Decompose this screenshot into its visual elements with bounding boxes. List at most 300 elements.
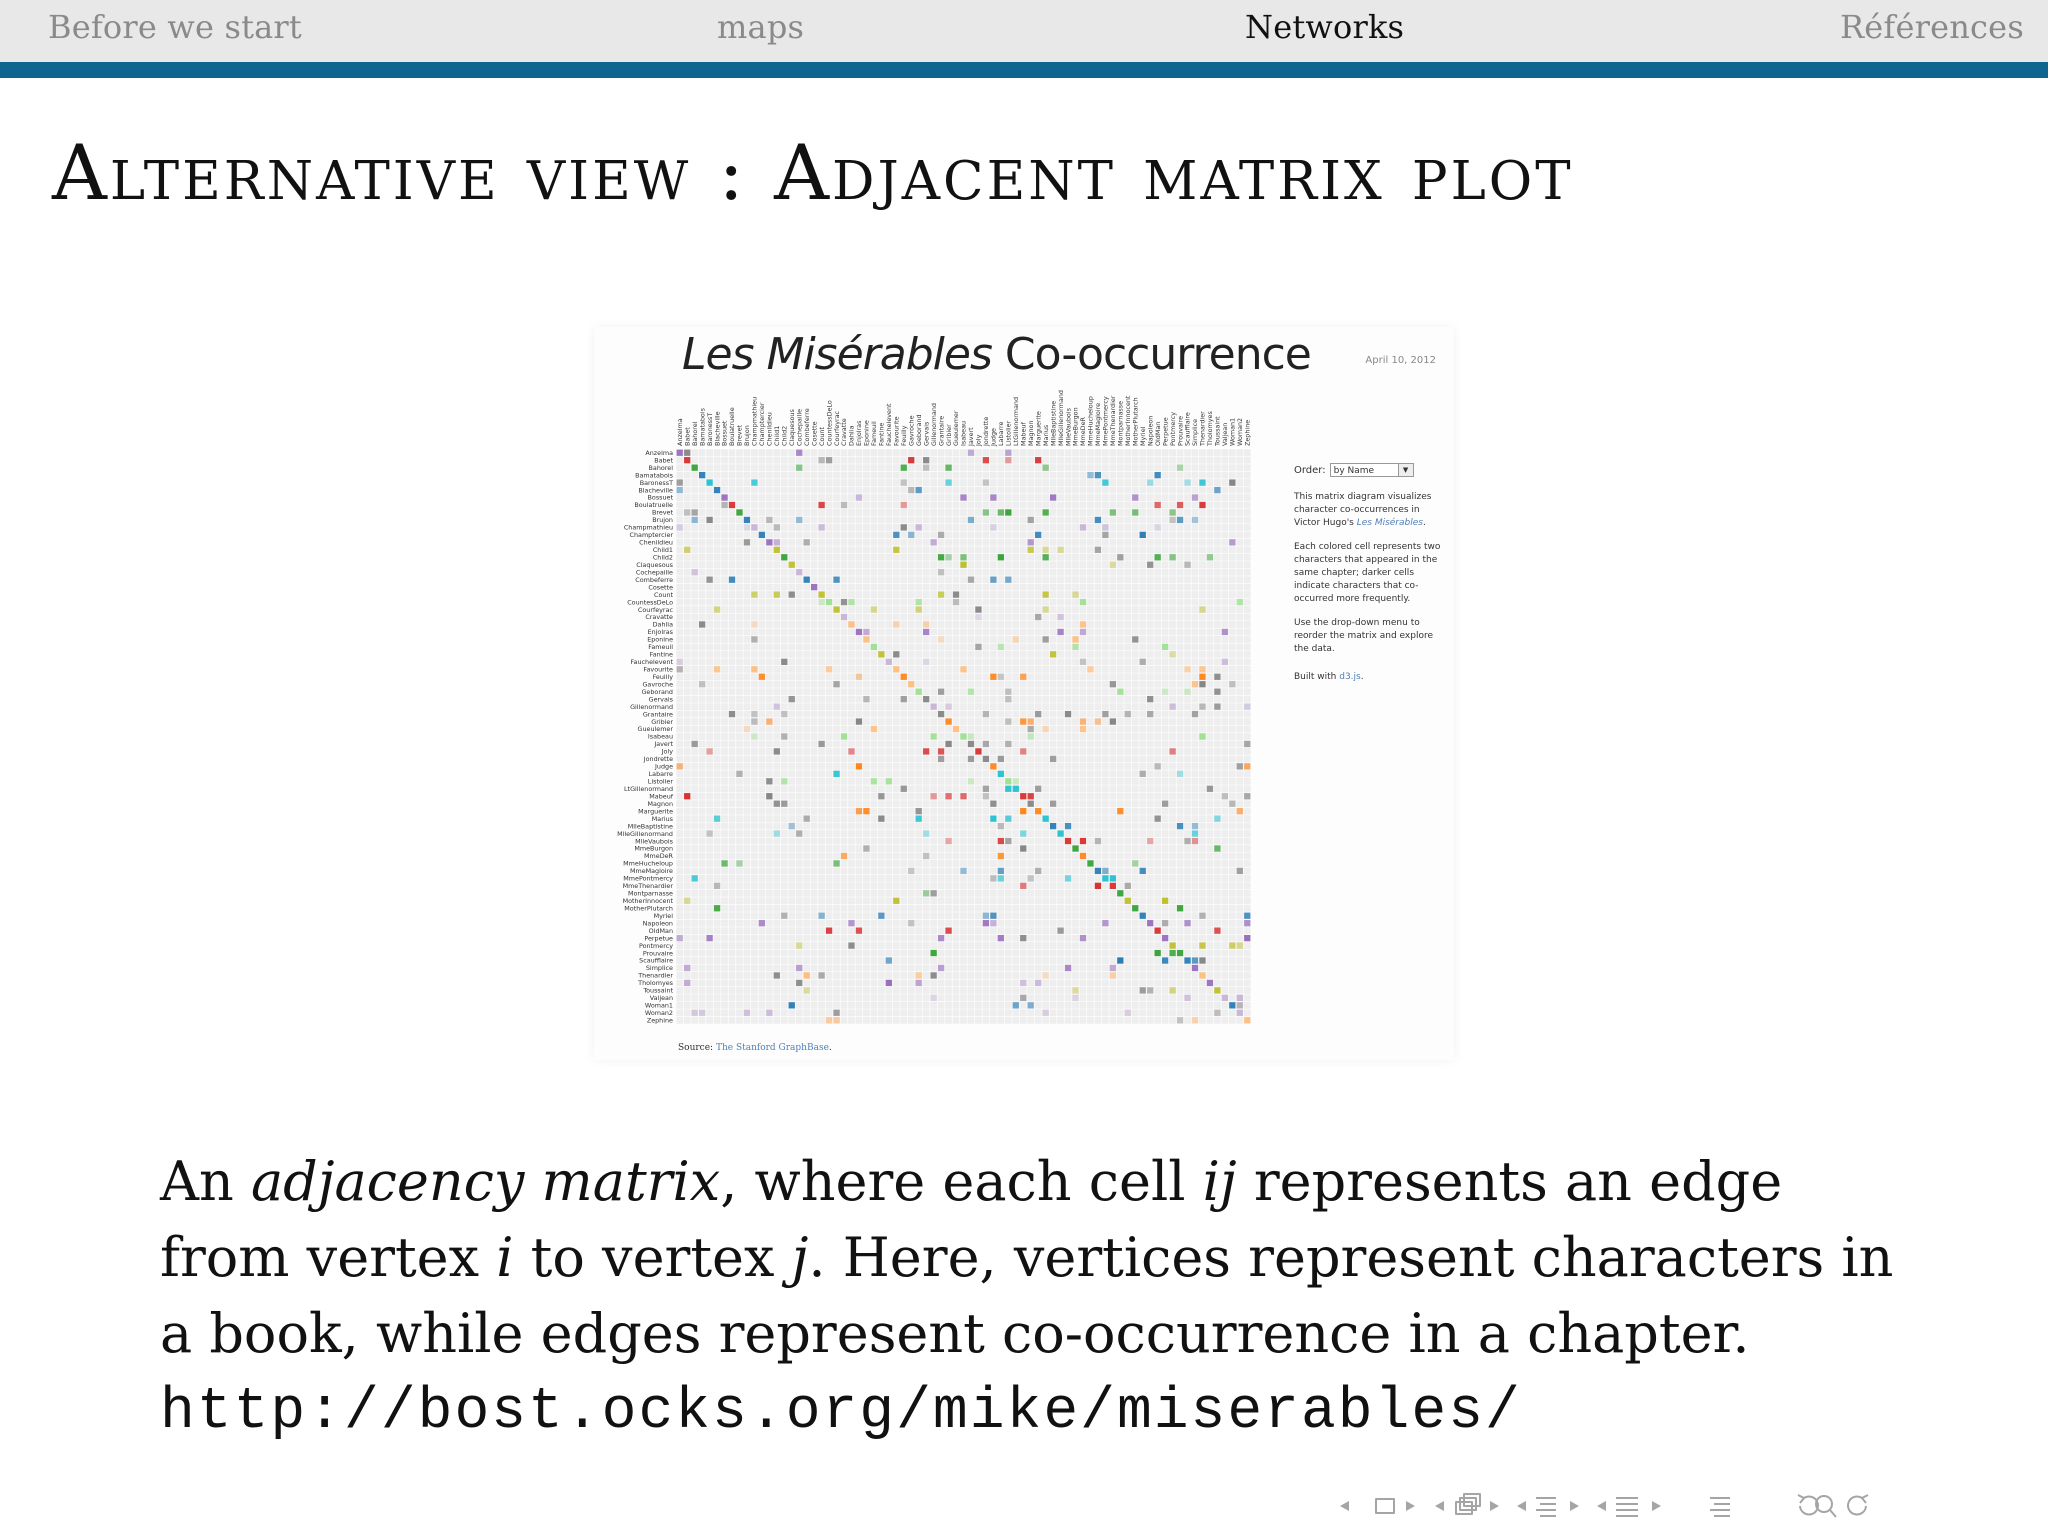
go-back-icon[interactable] bbox=[1798, 1495, 1818, 1514]
matrix-cell bbox=[1072, 995, 1078, 1001]
matrix-cell bbox=[856, 674, 862, 680]
matrix-cell bbox=[983, 509, 989, 515]
matrix-cell bbox=[1043, 816, 1049, 822]
matrix-cell bbox=[1199, 502, 1205, 508]
body-text-emphasis: i bbox=[496, 1226, 514, 1289]
matrix-cell bbox=[1162, 644, 1168, 650]
matrix-cell bbox=[923, 457, 929, 463]
column-label: Magnon bbox=[1026, 420, 1035, 446]
matrix-cell bbox=[1065, 875, 1071, 881]
matrix-cell bbox=[848, 599, 854, 605]
matrix-cell bbox=[1050, 823, 1056, 829]
matrix-cell bbox=[1125, 711, 1131, 717]
matrix-cell bbox=[945, 838, 951, 844]
matrix-cell bbox=[983, 793, 989, 799]
nav-item-maps[interactable]: maps bbox=[717, 8, 805, 46]
search-icon[interactable] bbox=[1816, 1496, 1836, 1517]
matrix-cell bbox=[983, 741, 989, 747]
matrix-cell bbox=[729, 711, 735, 717]
les-miserables-link[interactable]: Les Misérables bbox=[1356, 518, 1423, 528]
matrix-cell bbox=[781, 801, 787, 807]
matrix-cell bbox=[923, 465, 929, 471]
matrix-cell bbox=[714, 883, 720, 889]
column-label: Eponine bbox=[862, 420, 871, 446]
matrix-cell bbox=[1192, 1017, 1198, 1023]
matrix-cell bbox=[1028, 801, 1034, 807]
column-label: Fameuil bbox=[870, 421, 879, 446]
chevron-down-icon: ▼ bbox=[1398, 464, 1413, 476]
slide-frame-icon[interactable] bbox=[1376, 1499, 1394, 1513]
matrix-cell bbox=[908, 868, 914, 874]
matrix-cell bbox=[1005, 450, 1011, 456]
matrix-cell bbox=[744, 726, 750, 732]
row-label: Bossuet bbox=[647, 493, 673, 502]
frame-stack-icon[interactable] bbox=[1456, 1494, 1480, 1514]
matrix-cell bbox=[1028, 733, 1034, 739]
matrix-cell bbox=[953, 726, 959, 732]
matrix-cell bbox=[1199, 674, 1205, 680]
row-label: Grantaire bbox=[642, 710, 673, 719]
matrix-cell bbox=[818, 741, 824, 747]
matrix-cell bbox=[677, 450, 683, 456]
matrix-cell bbox=[796, 465, 802, 471]
matrix-cell bbox=[998, 644, 1004, 650]
matrix-cell bbox=[1229, 942, 1235, 948]
matrix-cell bbox=[1140, 987, 1146, 993]
matrix-cell bbox=[789, 562, 795, 568]
matrix-cell bbox=[818, 599, 824, 605]
column-label: Combeferre bbox=[802, 408, 811, 446]
matrix-cell bbox=[1155, 472, 1161, 478]
row-label: Cosette bbox=[648, 583, 673, 592]
matrix-cell bbox=[1125, 883, 1131, 889]
matrix-cell bbox=[1110, 509, 1116, 515]
matrix-cell bbox=[1110, 562, 1116, 568]
matrix-cell bbox=[1102, 920, 1108, 926]
matrix-cell bbox=[721, 502, 727, 508]
matrix-cell bbox=[960, 494, 966, 500]
matrix-cell bbox=[766, 539, 772, 545]
matrix-cell bbox=[1147, 562, 1153, 568]
matrix-cell bbox=[677, 935, 683, 941]
go-forward-icon[interactable] bbox=[1848, 1495, 1868, 1514]
row-label: Bahorel bbox=[648, 463, 673, 472]
matrix-cell bbox=[766, 778, 772, 784]
row-label: MmeHucheloup bbox=[623, 859, 673, 868]
row-label: Count bbox=[654, 590, 673, 599]
matrix-cell bbox=[1095, 517, 1101, 523]
row-label: Listolier bbox=[647, 777, 673, 786]
matrix-cell bbox=[781, 778, 787, 784]
matrix-cell bbox=[1237, 763, 1243, 769]
matrix-cell bbox=[684, 457, 690, 463]
matrix-cell bbox=[1043, 554, 1049, 560]
matrix-cell bbox=[938, 636, 944, 642]
matrix-cell bbox=[1184, 479, 1190, 485]
matrix-cell bbox=[1155, 950, 1161, 956]
matrix-cell bbox=[1028, 875, 1034, 881]
matrix-cell bbox=[901, 786, 907, 792]
matrix-cell bbox=[990, 674, 996, 680]
matrix-cell bbox=[1110, 965, 1116, 971]
matrix-cell bbox=[1102, 868, 1108, 874]
prev-subsection-icon[interactable] bbox=[1517, 1501, 1526, 1511]
matrix-cell bbox=[1199, 606, 1205, 612]
matrix-cell bbox=[1102, 711, 1108, 717]
matrix-cell bbox=[826, 457, 832, 463]
matrix-cell bbox=[901, 696, 907, 702]
matrix-cell bbox=[1028, 718, 1034, 724]
matrix-cell bbox=[1222, 995, 1228, 1001]
column-label: Count bbox=[817, 427, 826, 446]
section-icon[interactable] bbox=[1616, 1498, 1638, 1516]
column-label: MlleBaptistine bbox=[1049, 400, 1058, 446]
column-label: LtGillenormand bbox=[1011, 397, 1020, 446]
order-dropdown-value: by Name bbox=[1333, 466, 1375, 476]
matrix-cell bbox=[1110, 718, 1116, 724]
matrix-cell bbox=[677, 487, 683, 493]
row-label: Brujon bbox=[652, 516, 673, 525]
matrix-cell bbox=[1199, 479, 1205, 485]
matrix-cell bbox=[1080, 659, 1086, 665]
matrix-cell bbox=[1035, 868, 1041, 874]
matrix-cell bbox=[975, 748, 981, 754]
figure-source bbox=[678, 1043, 832, 1053]
matrix-cell bbox=[1147, 711, 1153, 717]
column-label: Montparnasse bbox=[1116, 400, 1125, 446]
matrix-cell bbox=[699, 1010, 705, 1016]
matrix-cell bbox=[916, 606, 922, 612]
matrix-cell bbox=[1214, 674, 1220, 680]
matrix-cell bbox=[1169, 554, 1175, 560]
matrix-cell bbox=[998, 509, 1004, 515]
description-paragraph-3: Use the drop-down menu to reorder the matrix and explore the data. bbox=[1294, 618, 1433, 654]
matrix-cell bbox=[789, 696, 795, 702]
subsection-icon[interactable] bbox=[1536, 1498, 1556, 1516]
matrix-cell bbox=[1110, 875, 1116, 881]
matrix-cell bbox=[706, 830, 712, 836]
matrix-cell bbox=[684, 793, 690, 799]
row-label: Isabeau bbox=[647, 732, 673, 741]
matrix-cell bbox=[774, 547, 780, 553]
matrix-cell bbox=[841, 733, 847, 739]
body-text-segment: represents an edge from vertex bbox=[160, 1150, 1783, 1289]
row-label: Gillenormand bbox=[630, 702, 673, 711]
matrix-cell bbox=[1155, 524, 1161, 530]
matrix-cell bbox=[1147, 920, 1153, 926]
matrix-cell bbox=[931, 950, 937, 956]
description-paragraph-2: Each colored cell represents two characters that appeared in the same chapter; darker cells indicate characters that co-occurred more frequently. bbox=[1294, 542, 1441, 604]
matrix-cell bbox=[1132, 509, 1138, 515]
row-label: Babet bbox=[654, 456, 673, 465]
column-label: Gillenormand bbox=[929, 403, 938, 446]
prev-section-icon[interactable] bbox=[1597, 1501, 1606, 1511]
matrix-cell bbox=[916, 524, 922, 530]
matrix-cell bbox=[998, 674, 1004, 680]
matrix-cell bbox=[998, 853, 1004, 859]
matrix-cell bbox=[931, 890, 937, 896]
matrix-cell bbox=[916, 599, 922, 605]
matrix-cell bbox=[1028, 517, 1034, 523]
matrix-cell bbox=[975, 644, 981, 650]
column-label: Champtercier bbox=[758, 402, 767, 446]
matrix-cell bbox=[1065, 965, 1071, 971]
matrix-cell bbox=[1244, 935, 1250, 941]
matrix-cell bbox=[1065, 838, 1071, 844]
matrix-cell bbox=[1184, 838, 1190, 844]
matrix-cell bbox=[1244, 1017, 1250, 1023]
matrix-cell bbox=[833, 1010, 839, 1016]
matrix-cell bbox=[848, 920, 854, 926]
order-dropdown[interactable] bbox=[1330, 463, 1414, 477]
matrix-cell bbox=[1087, 472, 1093, 478]
matrix-cell bbox=[1072, 845, 1078, 851]
column-label: MotherPlutarch bbox=[1131, 397, 1140, 446]
matrix-cell bbox=[1132, 636, 1138, 642]
matrix-cell bbox=[1237, 1010, 1243, 1016]
matrix-cell bbox=[1229, 801, 1235, 807]
matrix-cell bbox=[923, 830, 929, 836]
matrix-cell bbox=[706, 748, 712, 754]
matrix-cell bbox=[751, 524, 757, 530]
column-label: Zephine bbox=[1243, 419, 1252, 446]
matrix-cell bbox=[684, 509, 690, 515]
matrix-cell bbox=[1192, 494, 1198, 500]
document-icon[interactable] bbox=[1710, 1498, 1730, 1516]
row-label: Fantine bbox=[649, 650, 673, 659]
matrix-cell bbox=[960, 868, 966, 874]
matrix-cell bbox=[1244, 704, 1250, 710]
matrix-cell bbox=[706, 577, 712, 583]
matrix-cell bbox=[1132, 494, 1138, 500]
matrix-cell bbox=[1169, 942, 1175, 948]
matrix-cell bbox=[1043, 972, 1049, 978]
column-label: Napoleon bbox=[1146, 415, 1155, 446]
matrix-cell bbox=[1177, 950, 1183, 956]
next-slide-icon[interactable] bbox=[1406, 1501, 1415, 1511]
source-end: . bbox=[828, 1043, 832, 1053]
column-label: MlleVaubois bbox=[1064, 408, 1073, 446]
matrix-cell bbox=[804, 816, 810, 822]
source-url[interactable]: http://bost.ocks.org/mike/miserables/ bbox=[160, 1380, 1522, 1445]
matrix-cell bbox=[1020, 980, 1026, 986]
column-label: Geborand bbox=[914, 414, 923, 446]
matrix-cell bbox=[1057, 830, 1063, 836]
row-label: Chenildieu bbox=[639, 538, 673, 547]
matrix-cell bbox=[983, 457, 989, 463]
column-label: CountessDeLo bbox=[825, 400, 834, 446]
row-label: Prouvaire bbox=[642, 949, 673, 958]
matrix-cell bbox=[796, 517, 802, 523]
matrix-cell bbox=[863, 845, 869, 851]
body-text-segment: to vertex bbox=[513, 1226, 792, 1289]
matrix-cell bbox=[1020, 845, 1026, 851]
next-frame-icon[interactable] bbox=[1490, 1501, 1499, 1511]
matrix-cell bbox=[1192, 830, 1198, 836]
matrix-cell bbox=[1199, 957, 1205, 963]
matrix-cell bbox=[1222, 659, 1228, 665]
column-label: Tholomyes bbox=[1206, 411, 1215, 446]
matrix-cell bbox=[1169, 748, 1175, 754]
matrix-cell bbox=[990, 577, 996, 583]
matrix-cell bbox=[953, 599, 959, 605]
matrix-cell bbox=[983, 920, 989, 926]
matrix-cell bbox=[729, 502, 735, 508]
matrix-cell bbox=[1244, 920, 1250, 926]
matrix-cell bbox=[1199, 681, 1205, 687]
matrix-cell bbox=[1207, 554, 1213, 560]
prev-frame-icon[interactable] bbox=[1435, 1501, 1444, 1511]
column-label: Prouvaire bbox=[1176, 415, 1185, 446]
matrix-cell bbox=[766, 517, 772, 523]
matrix-cell bbox=[938, 554, 944, 560]
matrix-cell bbox=[1237, 868, 1243, 874]
matrix-cell bbox=[1155, 816, 1161, 822]
matrix-cell bbox=[781, 733, 787, 739]
row-label: Cochepaille bbox=[635, 568, 673, 577]
column-label: Bahorel bbox=[690, 421, 699, 446]
matrix-cell bbox=[1214, 689, 1220, 695]
matrix-cell bbox=[1005, 718, 1011, 724]
matrix-cell bbox=[1057, 614, 1063, 620]
matrix-cell bbox=[1005, 696, 1011, 702]
matrix-cell bbox=[916, 689, 922, 695]
matrix-cell bbox=[856, 763, 862, 769]
matrix-cell bbox=[1192, 957, 1198, 963]
description-text: This matrix diagram visualizes character co-occurrences in Victor Hugo's bbox=[1294, 492, 1432, 528]
matrix-cell bbox=[1028, 539, 1034, 545]
built-with-text: Built with bbox=[1294, 672, 1340, 682]
matrix-cell bbox=[893, 666, 899, 672]
nav-item-references[interactable]: Références bbox=[1840, 8, 2024, 46]
matrix-cell bbox=[990, 494, 996, 500]
matrix-cell bbox=[1214, 816, 1220, 822]
matrix-cell bbox=[1237, 1002, 1243, 1008]
matrix-cell bbox=[1005, 838, 1011, 844]
matrix-cell bbox=[804, 987, 810, 993]
matrix-cell bbox=[990, 913, 996, 919]
prev-slide-icon[interactable] bbox=[1340, 1501, 1349, 1511]
matrix-cell bbox=[938, 965, 944, 971]
column-label: Myriel bbox=[1138, 426, 1147, 446]
matrix-cell bbox=[684, 450, 690, 456]
matrix-cell bbox=[1043, 1010, 1049, 1016]
column-label: MmeBurgon bbox=[1071, 407, 1080, 446]
matrix-cell bbox=[931, 972, 937, 978]
matrix-cell bbox=[1117, 957, 1123, 963]
column-label: BaronessT bbox=[705, 412, 714, 446]
column-label: Cochepaille bbox=[795, 408, 804, 446]
row-label: MmeMagloire bbox=[629, 867, 673, 876]
column-label: Marguerite bbox=[1034, 411, 1043, 446]
column-label: MlleGillenormand bbox=[1056, 390, 1065, 446]
column-label: Jondrette bbox=[982, 416, 991, 446]
matrix-cell bbox=[1095, 838, 1101, 844]
matrix-cell bbox=[945, 793, 951, 799]
matrix-cell bbox=[1043, 509, 1049, 515]
column-label: Cravatte bbox=[840, 418, 849, 446]
matrix-cell bbox=[766, 793, 772, 799]
matrix-cell bbox=[886, 778, 892, 784]
column-label: Mabeuf bbox=[1019, 422, 1028, 446]
matrix-cell bbox=[818, 972, 824, 978]
matrix-cell bbox=[796, 569, 802, 575]
matrix-cell bbox=[1087, 860, 1093, 866]
matrix-cell bbox=[856, 629, 862, 635]
matrix-cell bbox=[871, 644, 877, 650]
matrix-cell bbox=[833, 606, 839, 612]
matrix-cell bbox=[751, 636, 757, 642]
matrix-cell bbox=[1237, 599, 1243, 605]
matrix-cell bbox=[1080, 524, 1086, 530]
matrix-cell bbox=[684, 547, 690, 553]
matrix-cell bbox=[774, 801, 780, 807]
matrix-cell bbox=[968, 741, 974, 747]
matrix-cell bbox=[1140, 532, 1146, 538]
matrix-cell bbox=[1005, 689, 1011, 695]
matrix-cell bbox=[781, 659, 787, 665]
matrix-cell bbox=[931, 995, 937, 1001]
stanford-graphbase-link[interactable]: The Stanford GraphBase bbox=[715, 1043, 829, 1053]
matrix-cell bbox=[774, 830, 780, 836]
column-label: Boulatruelle bbox=[728, 407, 737, 446]
matrix-cell bbox=[1080, 629, 1086, 635]
slide-title: Alternative view : Adjacent matrix plot bbox=[52, 128, 1574, 217]
d3js-link[interactable]: d3.js bbox=[1339, 672, 1361, 682]
column-label: Gervais bbox=[922, 421, 931, 446]
matrix-cell bbox=[1162, 957, 1168, 963]
body-text-segment: , where each cell bbox=[720, 1150, 1203, 1213]
matrix-cell bbox=[960, 666, 966, 672]
matrix-cell bbox=[901, 465, 907, 471]
next-section-icon[interactable] bbox=[1652, 1501, 1661, 1511]
matrix-cell bbox=[699, 681, 705, 687]
matrix-cell bbox=[923, 748, 929, 754]
matrix-cell bbox=[968, 756, 974, 762]
next-subsection-icon[interactable] bbox=[1570, 1501, 1579, 1511]
matrix-cell bbox=[945, 704, 951, 710]
row-label: Child2 bbox=[652, 553, 673, 562]
matrix-cell bbox=[1072, 644, 1078, 650]
matrix-cell bbox=[931, 704, 937, 710]
matrix-cell bbox=[759, 920, 765, 926]
column-label: MmeDeR bbox=[1079, 417, 1088, 446]
matrix-cell bbox=[983, 786, 989, 792]
column-label: Feuilly bbox=[899, 425, 908, 446]
nav-item-networks[interactable]: Networks bbox=[1245, 8, 1405, 46]
matrix-cell bbox=[968, 517, 974, 523]
matrix-cell bbox=[1057, 928, 1063, 934]
matrix-cell bbox=[1102, 479, 1108, 485]
matrix-cell bbox=[1050, 756, 1056, 762]
matrix-cell bbox=[1095, 472, 1101, 478]
matrix-cell bbox=[781, 711, 787, 717]
matrix-cell bbox=[714, 816, 720, 822]
matrix-cell bbox=[751, 711, 757, 717]
matrix-cell bbox=[1162, 935, 1168, 941]
matrix-cell bbox=[1162, 920, 1168, 926]
row-label: Judge bbox=[655, 762, 673, 771]
matrix-cell bbox=[1080, 599, 1086, 605]
row-label: Fameuil bbox=[648, 643, 673, 652]
matrix-cell bbox=[751, 718, 757, 724]
matrix-cell bbox=[1117, 554, 1123, 560]
column-label: Gavroche bbox=[907, 415, 916, 446]
row-label: Montparnasse bbox=[627, 889, 673, 898]
matrix-cell bbox=[1095, 868, 1101, 874]
nav-item-before-we-start[interactable]: Before we start bbox=[48, 8, 302, 46]
body-text-emphasis: ij bbox=[1202, 1150, 1237, 1213]
